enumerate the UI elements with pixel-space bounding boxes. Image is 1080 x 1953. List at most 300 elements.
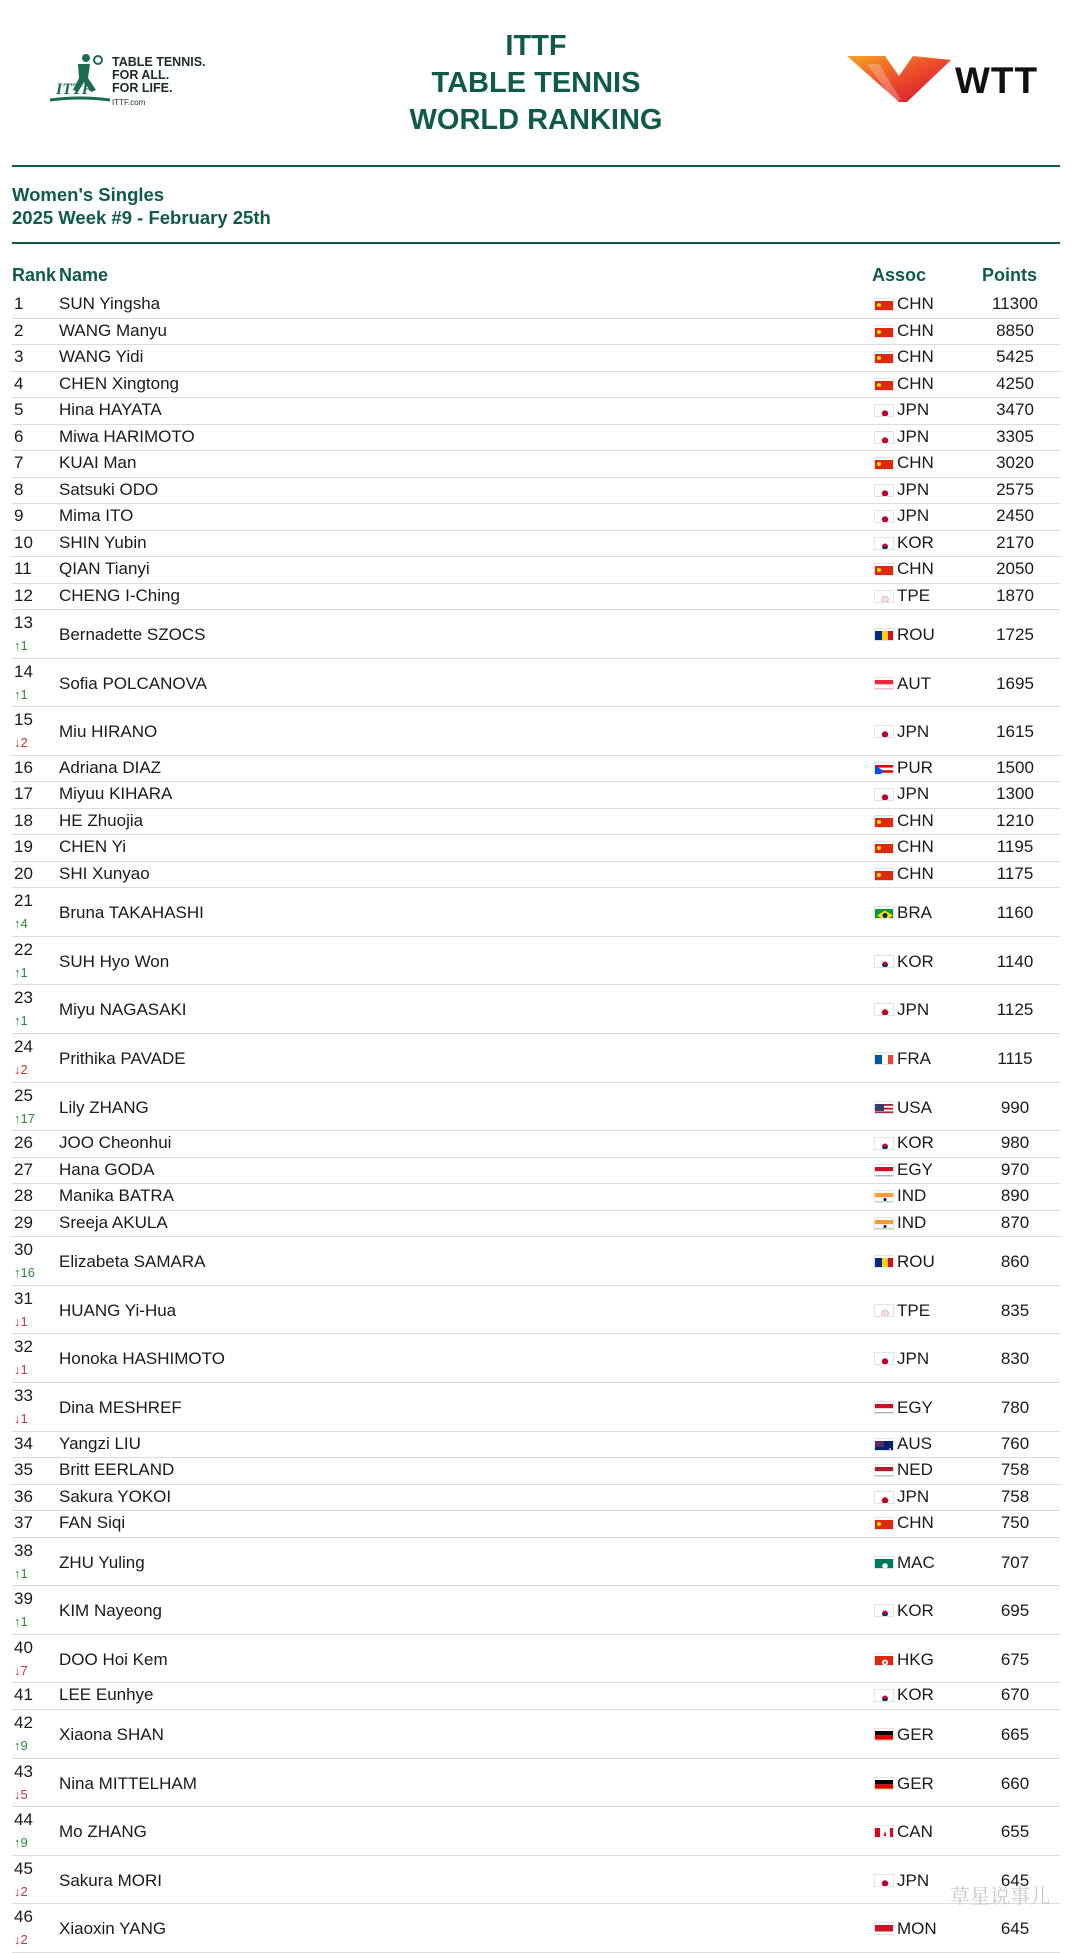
assoc-cell: KOR [897,1685,934,1705]
table-row [12,1131,1060,1158]
rank-cell: 22 [14,939,33,959]
flag-icon [874,1304,894,1317]
rank-change: ↓1 [14,1411,28,1427]
rank-change: ↓2 [14,1883,28,1899]
points-cell: 890 [1000,1186,1030,1206]
flag-icon [874,1190,894,1203]
points-cell: 760 [1000,1433,1030,1453]
rank-change: ↓2 [14,735,28,751]
player-name: LEE Eunhye [59,1685,154,1705]
rank-cell: 43 [14,1761,33,1781]
player-name: SUH Hyo Won [59,951,170,971]
flag-icon [874,955,894,968]
points-cell: 2050 [996,559,1034,578]
ranking-table [12,292,1060,1953]
flag-icon [874,590,894,603]
points-cell: 1140 [996,951,1034,971]
flag-icon [874,1352,894,1365]
player-name: Miwa HARIMOTO [59,426,195,446]
rank-cell: 9 [14,506,24,525]
flag-icon [874,431,894,444]
player-name: Bernadette SZOCS [59,625,206,644]
table-row [12,451,1060,478]
points-cell: 1195 [996,837,1034,857]
player-name: Honoka HASHIMOTO [59,1349,225,1369]
points-cell: 835 [1000,1300,1030,1320]
points-cell: 645 [1000,1919,1030,1939]
assoc-cell: JPN [897,1870,930,1890]
assoc-cell: CHN [897,453,934,472]
table-row [12,1635,1060,1684]
player-name: Sofia POLCANOVA [59,673,208,693]
table-row [12,1432,1060,1459]
rank-change: ↓1 [14,1362,28,1378]
flag-icon [874,1438,894,1451]
flag-icon [874,351,894,364]
table-row [12,345,1060,372]
rank-cell: 41 [14,1685,33,1705]
table-row [12,504,1060,531]
table-row [12,1759,1060,1808]
rank-change: ↑1 [14,686,28,702]
ittf-site: ITTF.com [112,98,146,107]
wtt-w-icon [845,50,953,105]
flag-icon [874,1653,894,1666]
flag-icon [874,298,894,311]
player-name: Sreeja AKULA [59,1212,168,1232]
rank-cell: 16 [14,757,33,777]
ittf-tagline-2: FOR ALL. [112,68,170,82]
assoc-cell: CHN [897,373,934,393]
rank-cell: 24 [14,1037,33,1057]
flag-icon [874,815,894,828]
player-name: SHIN Yubin [59,532,147,552]
points-cell: 1125 [996,1000,1034,1020]
flag-icon [874,628,894,641]
points-cell: 780 [1000,1398,1030,1418]
assoc-cell: KOR [897,1133,934,1153]
title-line-3: WORLD RANKING [409,104,663,136]
player-name: Lily ZHANG [59,1097,149,1117]
watermark: 草星说事儿 [950,1886,1050,1908]
points-cell: 980 [1000,1133,1030,1153]
table-row [12,1856,1060,1905]
rank-change: ↓1 [14,1313,28,1329]
player-name: HUANG Yi-Hua [59,1300,177,1320]
rank-cell: 14 [14,661,33,681]
rank-cell: 3 [14,347,24,366]
points-cell: 3305 [996,426,1034,446]
points-cell: 1500 [996,757,1034,777]
rank-cell: 15 [14,710,33,730]
points-cell: 870 [1000,1212,1030,1232]
rank-cell: 8 [14,479,24,499]
table-row [12,1904,1060,1953]
rank-change: ↑4 [14,916,28,932]
table-header [12,262,1060,288]
rank-cell: 4 [14,373,24,393]
flag-icon [874,1401,894,1414]
rank-change: ↑1 [14,1565,28,1581]
assoc-cell: ROU [897,1252,935,1272]
player-name: Sakura MORI [59,1870,162,1890]
title-line-1: ITTF [505,30,567,62]
assoc-cell: JPN [897,506,930,525]
assoc-cell: HKG [897,1649,934,1669]
flag-icon [874,1517,894,1530]
assoc-cell: JPN [897,426,930,446]
table-row [12,707,1060,756]
player-name: Miyu NAGASAKI [59,1000,187,1020]
rank-cell: 42 [14,1712,33,1732]
assoc-cell: KOR [897,1601,934,1621]
assoc-cell: MAC [897,1552,935,1572]
points-cell: 860 [1000,1252,1030,1272]
player-name: JOO Cheonhui [59,1133,172,1153]
rank-cell: 44 [14,1810,33,1830]
table-row [12,888,1060,937]
player-name: Miyuu KIHARA [59,784,173,804]
flag-icon [874,484,894,497]
points-cell: 695 [1000,1601,1030,1621]
assoc-cell: IND [897,1212,927,1232]
assoc-cell: AUS [897,1433,932,1453]
points-cell: 3470 [996,400,1034,419]
flag-icon [874,868,894,881]
player-name: HE Zhuojia [59,810,144,830]
flag-icon [874,1052,894,1065]
column-assoc: Assoc [872,265,927,285]
table-row [12,862,1060,889]
table-row [12,372,1060,399]
flag-icon [874,762,894,775]
table-row [12,1184,1060,1211]
rank-cell: 29 [14,1212,33,1232]
points-cell: 1210 [996,810,1034,830]
assoc-cell: CHN [897,1513,934,1533]
table-row [12,1237,1060,1286]
table-row [12,478,1060,505]
player-name: Hana GODA [59,1159,155,1179]
header [12,0,1060,165]
points-cell: 675 [1000,1649,1030,1669]
player-name: Prithika PAVADE [59,1049,186,1069]
table-row [12,557,1060,584]
points-cell: 707 [1000,1552,1030,1572]
flag-icon [874,1003,894,1016]
player-name: Hina HAYATA [59,400,162,419]
assoc-cell: TPE [897,585,931,605]
table-row [12,985,1060,1034]
points-cell: 8850 [996,320,1034,340]
flag-icon [874,1604,894,1617]
player-name: Mima ITO [59,506,134,525]
rank-cell: 28 [14,1186,33,1206]
table-row [12,659,1060,708]
divider-bottom [12,242,1060,244]
flag-icon [874,325,894,338]
player-name: CHEN Yi [59,837,127,857]
rank-cell: 46 [14,1907,33,1927]
points-cell: 5425 [996,347,1034,366]
rank-cell: 6 [14,426,24,446]
table-row [12,531,1060,558]
flag-icon [874,1217,894,1230]
rank-cell: 39 [14,1589,33,1609]
flag-icon [874,563,894,576]
flag-icon [874,1101,894,1114]
table-row [12,1458,1060,1485]
rank-cell: 17 [14,784,33,804]
rank-cell: 45 [14,1858,33,1878]
player-name: CHENG I-Ching [59,585,180,605]
assoc-cell: JPN [897,1486,930,1506]
table-row [12,1334,1060,1383]
points-cell: 1615 [996,722,1034,742]
table-row [12,292,1060,319]
rank-cell: 34 [14,1433,33,1453]
table-row [12,1511,1060,1538]
points-cell: 2575 [996,479,1034,499]
flag-icon [874,1825,894,1838]
rank-cell: 5 [14,400,24,419]
rank-change: ↓7 [14,1662,28,1678]
rank-cell: 37 [14,1513,33,1533]
table-row [12,584,1060,611]
table-row [12,1710,1060,1759]
rank-cell: 20 [14,863,33,883]
column-rank: Rank [12,265,57,285]
divider-top [12,165,1060,167]
assoc-cell: CHN [897,559,934,578]
points-cell: 1695 [996,673,1034,693]
table-row [12,1034,1060,1083]
assoc-cell: CHN [897,837,934,857]
wtt-logo-text: WTT [955,60,1039,101]
title-line-2: TABLE TENNIS [431,67,641,99]
player-name: WANG Yidi [59,347,144,366]
player-name: ZHU Yuling [59,1552,145,1572]
flag-icon [874,1137,894,1150]
flag-icon [874,1464,894,1477]
flag-icon [874,378,894,391]
points-cell: 1115 [997,1049,1033,1069]
table-row [12,1286,1060,1335]
rank-change: ↑1 [14,638,28,653]
rank-cell: 40 [14,1637,33,1657]
player-name: QIAN Tianyi [59,559,150,578]
assoc-cell: EGY [897,1398,933,1418]
player-name: KUAI Man [59,453,137,472]
column-name: Name [59,265,109,285]
rank-cell: 13 [14,613,33,632]
subtitle [12,183,271,229]
points-cell: 2450 [996,506,1034,525]
table-row [12,937,1060,986]
player-name: Yangzi LIU [59,1433,141,1453]
assoc-cell: PUR [897,757,933,777]
points-cell: 655 [1000,1822,1030,1842]
points-cell: 1300 [996,784,1034,804]
assoc-cell: GER [897,1724,934,1744]
points-cell: 758 [1000,1486,1030,1506]
player-name: KIM Nayeong [59,1601,162,1621]
assoc-cell: KOR [897,951,934,971]
points-cell: 665 [1000,1724,1030,1744]
table-row [12,1083,1060,1132]
rank-cell: 12 [14,585,33,605]
assoc-cell: JPN [897,1349,930,1369]
assoc-cell: AUT [897,673,931,693]
player-name: Elizabeta SAMARA [59,1252,206,1272]
assoc-cell: MON [897,1919,937,1939]
table-row [12,782,1060,809]
flag-icon [874,1728,894,1741]
assoc-cell: JPN [897,1000,930,1020]
player-name: DOO Hoi Kem [59,1649,168,1669]
points-cell: 970 [1000,1159,1030,1179]
points-cell: 1870 [996,585,1034,605]
assoc-cell: FRA [897,1049,931,1069]
rank-cell: 11 [14,559,32,578]
flag-icon [874,725,894,738]
table-row [12,425,1060,452]
assoc-cell: JPN [897,722,930,742]
assoc-cell: CHN [897,294,934,313]
flag-icon [874,1491,894,1504]
assoc-cell: KOR [897,532,934,552]
rank-change: ↑17 [14,1110,35,1126]
points-cell: 2170 [996,532,1034,552]
ittf-tagline-3: FOR LIFE. [112,81,173,95]
player-name: Miu HIRANO [59,722,158,742]
flag-icon [874,1777,894,1790]
rank-cell: 30 [14,1240,33,1260]
flag-icon [874,1689,894,1702]
assoc-cell: CHN [897,320,934,340]
rank-cell: 19 [14,837,33,857]
flag-icon [874,1556,894,1569]
assoc-cell: ROU [897,625,935,644]
assoc-cell: JPN [897,784,930,804]
svg-text:ITTF: ITTF [56,81,93,98]
ranking-week: 2025 Week #9 - February 25th [12,207,271,228]
wtt-logo [845,50,1060,105]
rank-change: ↑9 [14,1737,28,1753]
rank-cell: 1 [14,294,24,313]
player-name: SHI Xunyao [59,863,150,883]
assoc-cell: GER [897,1773,934,1793]
assoc-cell: EGY [897,1159,933,1179]
points-cell: 1160 [996,903,1034,923]
rank-cell: 27 [14,1159,33,1179]
table-row [12,756,1060,783]
player-name: Britt EERLAND [59,1460,175,1480]
points-cell: 750 [1000,1513,1030,1533]
points-cell: 1725 [996,625,1034,644]
rank-cell: 7 [14,453,24,472]
player-name: Mo ZHANG [59,1822,147,1842]
points-cell: 660 [1000,1773,1030,1793]
player-name: Nina MITTELHAM [59,1773,197,1793]
assoc-cell: CAN [897,1822,933,1842]
assoc-cell: NED [897,1460,933,1480]
rank-cell: 18 [14,810,33,830]
table-row [12,809,1060,836]
player-name: WANG Manyu [59,320,168,340]
table-row [12,1383,1060,1432]
player-name: SUN Yingsha [59,294,161,313]
rank-cell: 33 [14,1386,33,1406]
player-name: Satsuki ODO [59,479,159,499]
rank-cell: 38 [14,1540,33,1560]
player-name: Xiaoxin YANG [59,1919,167,1939]
table-row [12,1211,1060,1238]
player-name: CHEN Xingtong [59,373,180,393]
rank-change: ↑9 [14,1835,28,1851]
rank-change: ↑1 [14,1614,28,1630]
rank-cell: 32 [14,1337,33,1357]
rank-change: ↑16 [14,1265,35,1281]
table-row [12,1807,1060,1856]
table-row [12,398,1060,425]
assoc-cell: TPE [897,1300,931,1320]
table-row [12,1683,1060,1710]
ranking-category: Women's Singles [12,184,165,205]
rank-cell: 31 [14,1288,33,1308]
player-name: Manika BATRA [59,1186,174,1206]
player-name: Dina MESHREF [59,1398,182,1418]
rank-change: ↓5 [14,1786,28,1802]
rank-cell: 21 [14,891,33,911]
ittf-tagline-1: TABLE TENNIS. [112,55,206,69]
points-cell: 645 [1000,1870,1030,1890]
assoc-cell: CHN [897,347,934,366]
table-row [12,835,1060,862]
flag-icon [874,906,894,919]
flag-icon [874,404,894,417]
rank-change: ↓2 [14,1062,28,1078]
points-cell: 670 [1000,1685,1030,1705]
player-name: Adriana DIAZ [59,757,162,777]
table-row [12,1485,1060,1512]
player-name: Bruna TAKAHASHI [59,903,204,923]
rank-cell: 10 [14,532,33,552]
rank-cell: 23 [14,988,33,1008]
points-cell: 1175 [996,863,1034,883]
rank-change: ↑1 [14,1013,28,1029]
assoc-cell: JPN [897,400,930,419]
flag-icon [874,537,894,550]
points-cell: 990 [1000,1097,1030,1117]
rank-change: ↓2 [14,1932,28,1948]
assoc-cell: BRA [897,903,932,923]
flag-icon [874,1874,894,1887]
table-row [12,319,1060,346]
rank-cell: 26 [14,1133,33,1153]
flag-icon [874,457,894,470]
flag-icon [874,788,894,801]
flag-icon [874,1164,894,1177]
table-row [12,1538,1060,1587]
rank-cell: 25 [14,1085,33,1105]
assoc-cell: CHN [897,810,934,830]
assoc-cell: USA [897,1097,932,1117]
flag-icon [874,510,894,523]
rank-cell: 35 [14,1460,33,1480]
player-name: FAN Siqi [59,1513,126,1533]
points-cell: 4250 [996,373,1034,393]
